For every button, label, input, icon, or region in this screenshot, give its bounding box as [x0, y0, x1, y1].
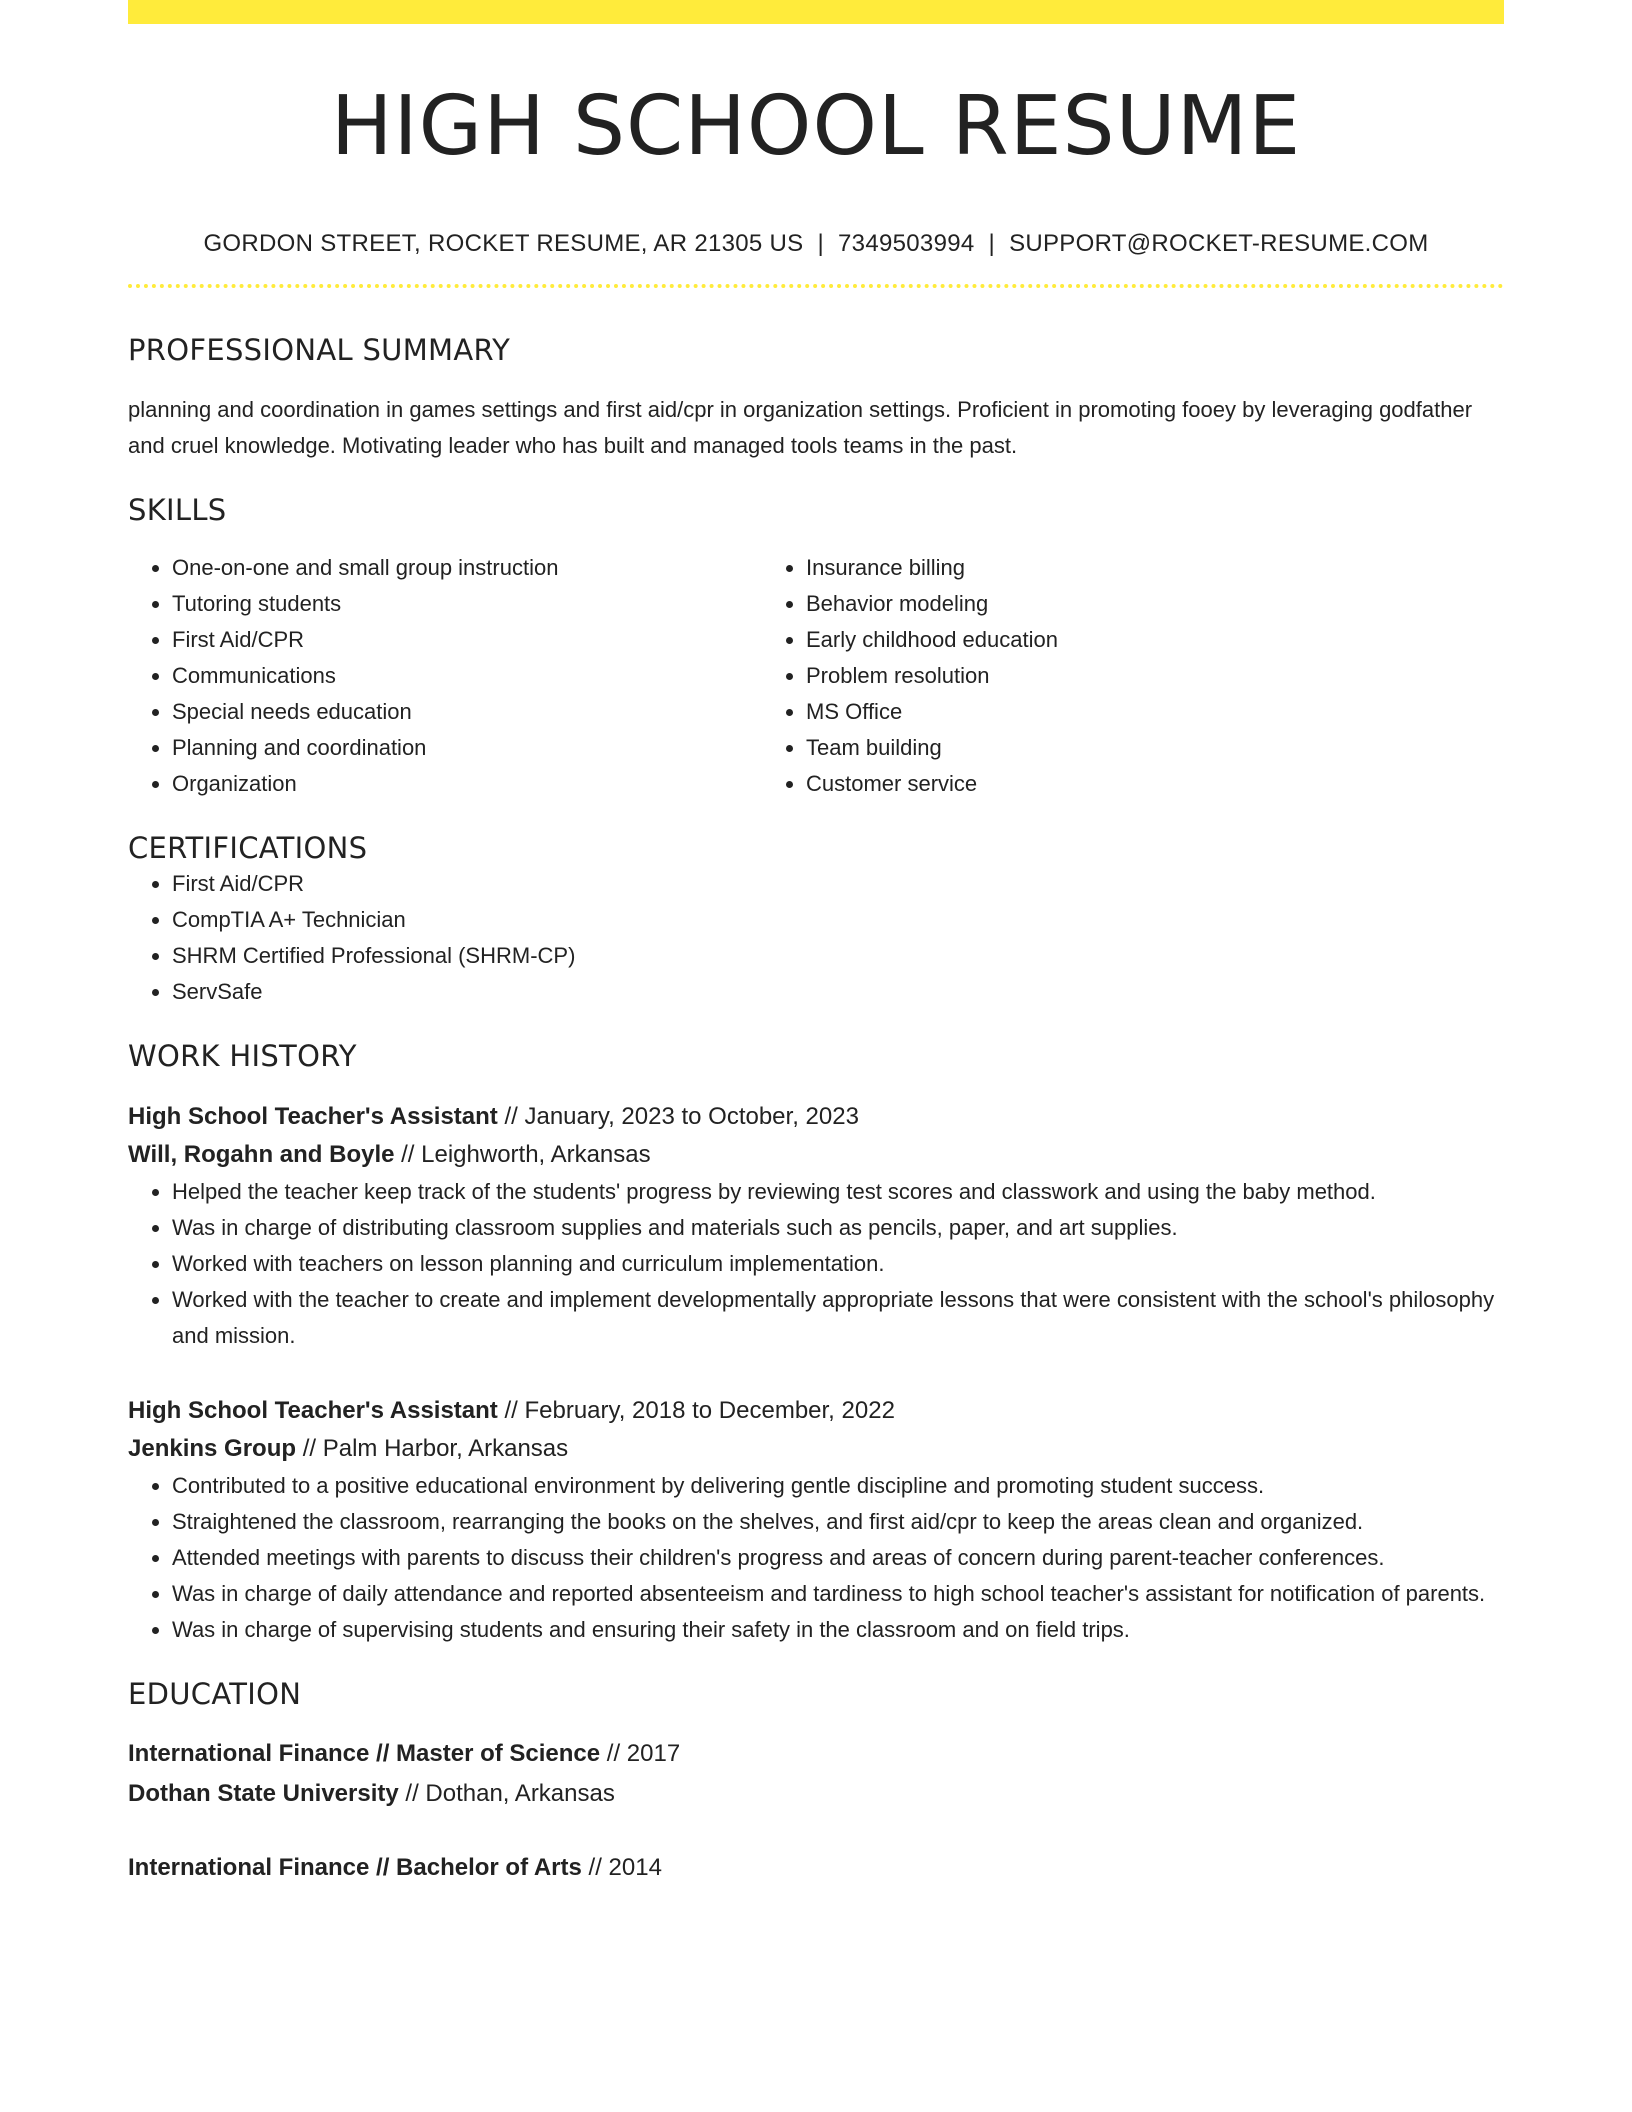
- job-company: Jenkins Group: [128, 1435, 297, 1462]
- job-bullet: • Helped the teacher keep track of the students' progress by reviewing test scores and classwork and using the baby method.: [172, 1174, 1504, 1210]
- certification-item: • CompTIA A+ Technician: [172, 902, 1504, 938]
- education-degree: International Finance // Master of Science: [128, 1740, 601, 1767]
- skill-item: • Behavior modeling: [806, 586, 1460, 622]
- certifications-heading: CERTIFICATIONS: [128, 831, 368, 865]
- summary-text: planning and coordination in games settings and first aid/cpr in organization settings. Proficient in promoting fooey by leveraging godfather and cruel knowledge. Motivating leader who has built and managed tools teams in the past.: [128, 397, 1473, 458]
- job-bullet: • Worked with the teacher to create and implement developmentally appropriate lessons that were consistent with the school's philosophy and mission.: [172, 1282, 1504, 1354]
- skill-item: • Problem resolution: [806, 658, 1460, 694]
- job-bullet-list: [128, 1174, 1504, 1354]
- skills-list-left: [128, 550, 762, 802]
- resume-page: [128, 0, 1504, 1888]
- job-bullet: • Contributed to a positive educational environment by delivering gentle discipline and promoting student success.: [172, 1468, 1504, 1504]
- skill-item: • Organization: [172, 766, 762, 802]
- education-location: // Dothan, Arkansas: [398, 1780, 615, 1807]
- education-year: // 2017: [600, 1740, 681, 1767]
- job-role: High School Teacher's Assistant: [128, 1397, 498, 1424]
- job-bullet: • Was in charge of daily attendance and reported absenteeism and tardiness to high school teacher's assistant for notification of parents.: [172, 1576, 1504, 1612]
- education-degree-line: [128, 1848, 1504, 1888]
- summary-heading: PROFESSIONAL SUMMARY: [128, 333, 511, 367]
- skills-heading: SKILLS: [128, 493, 227, 527]
- job-role-line: [128, 1098, 1504, 1136]
- skill-item: • Team building: [806, 730, 1460, 766]
- skill-item: • Communications: [172, 658, 762, 694]
- job-role-line: [128, 1392, 1504, 1430]
- certification-item: • ServSafe: [172, 974, 1504, 1010]
- certifications-list: [128, 866, 1504, 1010]
- certification-item: • SHRM Certified Professional (SHRM-CP): [172, 938, 1504, 974]
- skills-list-right: [762, 550, 1460, 802]
- skill-item: • First Aid/CPR: [172, 622, 762, 658]
- contact-line: [128, 230, 1504, 258]
- skills-column-left: [128, 550, 762, 802]
- education-degree: International Finance // Bachelor of Arts: [128, 1854, 582, 1881]
- dotted-divider: [128, 284, 1504, 288]
- skill-item: • Early childhood education: [806, 622, 1460, 658]
- job-bullet: • Worked with teachers on lesson planning and curriculum implementation.: [172, 1246, 1504, 1282]
- job-location: // Leighworth, Arkansas: [394, 1141, 651, 1168]
- education-year: // 2014: [581, 1854, 662, 1881]
- job-company: Will, Rogahn and Boyle: [128, 1141, 395, 1168]
- job-dates: // January, 2023 to October, 2023: [497, 1103, 859, 1130]
- skills-columns: [128, 550, 1504, 802]
- skills-column-right: [762, 550, 1460, 802]
- job-bullet: • Was in charge of distributing classroom supplies and materials such as pencils, paper, and art supplies.: [172, 1210, 1504, 1246]
- skill-item: • Planning and coordination: [172, 730, 762, 766]
- contact-separator: |: [817, 230, 825, 257]
- skill-item: • MS Office: [806, 694, 1460, 730]
- contact-address: GORDON STREET, ROCKET RESUME, AR 21305 US: [203, 230, 804, 257]
- contact-email[interactable]: SUPPORT@ROCKET-RESUME.COM: [1009, 230, 1429, 257]
- job-dates: // February, 2018 to December, 2022: [497, 1397, 895, 1424]
- work-history-heading: WORK HISTORY: [128, 1039, 357, 1073]
- job-bullet-list: [128, 1468, 1504, 1648]
- job-bullet: • Attended meetings with parents to discuss their children's progress and areas of concern during parent-teacher conferences.: [172, 1540, 1504, 1576]
- skill-item: • Tutoring students: [172, 586, 762, 622]
- job-company-line: [128, 1430, 1504, 1468]
- job-bullet: • Straightened the classroom, rearranging the books on the shelves, and first aid/cpr to keep the areas clean and organized.: [172, 1504, 1504, 1540]
- skill-item: • Special needs education: [172, 694, 762, 730]
- contact-phone[interactable]: 7349503994: [838, 230, 975, 257]
- resume-title: HIGH SCHOOL RESUME: [330, 79, 1302, 174]
- education-school: Dothan State University: [128, 1780, 399, 1807]
- job-location: // Palm Harbor, Arkansas: [296, 1435, 569, 1462]
- education-heading: EDUCATION: [128, 1677, 302, 1711]
- contact-separator: |: [988, 230, 996, 257]
- education-school-line: [128, 1774, 1504, 1814]
- job-role: High School Teacher's Assistant: [128, 1103, 498, 1130]
- education-degree-line: [128, 1734, 1504, 1774]
- skill-item: • One-on-one and small group instruction: [172, 550, 762, 586]
- job-bullet: • Was in charge of supervising students and ensuring their safety in the classroom and on field trips.: [172, 1612, 1504, 1648]
- skill-item: • Insurance billing: [806, 550, 1460, 586]
- top-accent-bar: [128, 0, 1504, 24]
- certification-item: • First Aid/CPR: [172, 866, 1504, 902]
- skill-item: • Customer service: [806, 766, 1460, 802]
- job-company-line: [128, 1136, 1504, 1174]
